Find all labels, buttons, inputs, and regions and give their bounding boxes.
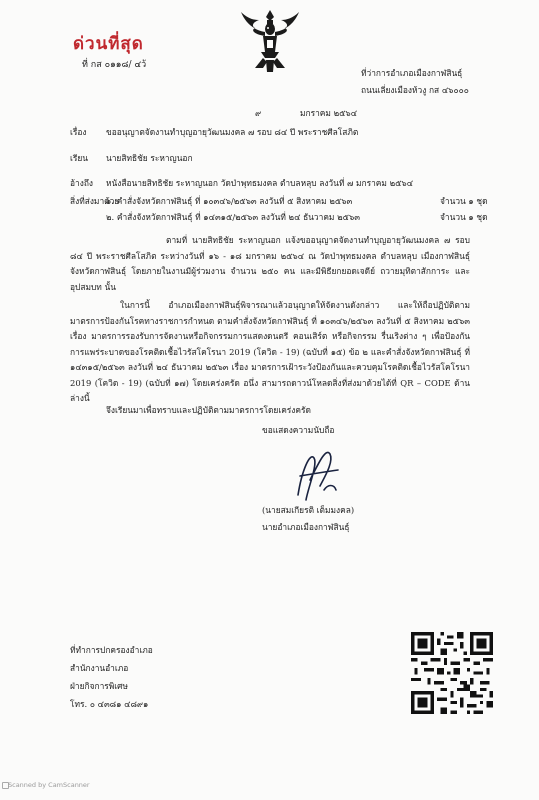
scanner-watermark: Scanned by CamScanner [8, 781, 90, 789]
urgency-stamp: ด่วนที่สุด [73, 34, 144, 54]
signatory-name: (นายสมเกียรติ เต็มมงคล) [262, 505, 355, 515]
enclosure-label: สิ่งที่ส่งมาด้วย [70, 196, 120, 206]
subject-text: ขออนุญาตจัดงานทำบุญอายุวัฒนมงคล ๗ รอบ ๘๔ ปี พระราชศีลโสภิต [106, 127, 359, 137]
subject-label: เรื่อง [70, 127, 87, 137]
to-label: เรียน [70, 153, 88, 163]
closing-line: จึงเรียนมาเพื่อทราบและปฏิบัติตามมาตรการโดยเคร่งครัด [106, 405, 311, 415]
reference-label: อ้างถึง [70, 178, 93, 188]
office-address-line1: ที่ว่าการอำเภอเมืองกาฬสินธุ์ [361, 68, 463, 78]
body-paragraph-2: ในการนี้ อำเภอเมืองกาฬสินธุ์พิจารณาแล้วอนุญาตให้จัดงานดังกล่าว และให้ถือปฏิบัติตามมาตรการป้องกันโรคทางราชการกำหนด ตามคำสั่งจังหวัดกาฬสินธุ์ ที่ ๑๐๓๔๖/๒๕๖๓ ลงวันที่ ๕ สิงหาคม ๒๕๖๓ เรื่อง มาตรการรองรับการจัดงานหรือกิจกรรมการแสดงดนตรี คอนเสิร์ต หรือกิจกรรม รื่นเริงต่าง ๆ เพื่อป้องกันการแพร่ระบาดของโรคติดเชื้อไวรัสโคโรนา 2019 (โควิด - 19) (ฉบับที่ ๑๕) ข้อ ๒ และคำสั่งจังหวัดกาฬสินธุ์ ที่ ๑๔๓๑๕/๒๕๖๓ ลงวันที่ ๒๔ ธันวาคม ๒๕๖๓ เรื่อง มาตรการเฝ้าระวังป้องกันและควบคุมโรคติดเชื้อไวรัสโคโรนา 2019 (โควิด - 19) (ฉบับที่ ๑๗) โดยเคร่งครัด อนึ่ง สามารถดาวน์โหลดสิ่งที่ส่งมาด้วยได้ที่ QR – CODE ด้านล่างนี้ [70, 300, 470, 403]
signatory-position: นายอำเภอเมืองกาฬสินธุ์ [262, 522, 350, 532]
footer-phone: โทร. ๐ ๔๓๘๑ ๔๘๙๑ [70, 699, 149, 709]
enclosure-quantity: จำนวน ๑ ชุด [440, 212, 488, 222]
date-month-year: มกราคม ๒๕๖๔ [300, 108, 358, 118]
footer-department: ที่ทำการปกครองอำเภอ [70, 645, 153, 655]
document-number: ที่ กส ๐๑๑๘/ ๔ว้ [82, 60, 147, 70]
office-address-line2: ถนนเลี่ยงเมืองห้วงู กส ๔๖๐๐๐ [361, 85, 469, 95]
body-paragraph-1: ตามที่ นายสิทธิชัย ระหาญนอก แจ้งขออนุญาตจัดงานทำบุญอายุวัฒนมงคล ๗ รอบ ๘๔ ปี พระราชศีลโสภิต ระหว่างวันที่ ๑๖ - ๑๘ มกราคม ๒๕๖๔ ณ วัดป่าพุทธมงคล ตำบลหลุบ เมืองกาฬสินธุ์ จังหวัดกาฬสินธุ์ โดยภายในงานมีผู้ร่วมงาน จำนวน ๒๕๐ คน และมีพิธียกยอดเจดีย์ ถวายมุทิตาสักการะ และอุปสมบท นั้น [70, 235, 470, 292]
footer-section: ฝ่ายกิจการพิเศษ [70, 681, 128, 691]
handwritten-signature [280, 440, 350, 510]
date-day: ๙ [255, 108, 262, 118]
enclosure-quantity: จำนวน ๑ ชุด [440, 196, 488, 206]
recipient: นายสิทธิชัย ระหาญนอก [106, 153, 193, 163]
footer-office: สำนักงานอำเภอ [70, 663, 129, 673]
qr-code-icon [411, 632, 493, 714]
reference-text: หนังสือนายสิทธิชัย ระหาญนอก วัดป่าพุทธมงคล ตำบลหลุบ ลงวันที่ ๗ มกราคม ๒๕๖๔ [106, 178, 414, 188]
enclosure-item: ๒. คำสั่งจังหวัดกาฬสินธุ์ ที่ ๑๔๓๑๕/๒๕๖๓ ลงวันที่ ๒๔ ธันวาคม ๒๕๖๓ [106, 212, 361, 222]
enclosure-item: ๑. คำสั่งจังหวัดกาฬสินธุ์ ที่ ๑๐๓๔๖/๒๕๖๓ ลงวันที่ ๕ สิงหาคม ๒๕๖๓ [106, 196, 353, 206]
garuda-emblem-icon [239, 8, 301, 74]
regards-line: ขอแสดงความนับถือ [262, 425, 335, 435]
